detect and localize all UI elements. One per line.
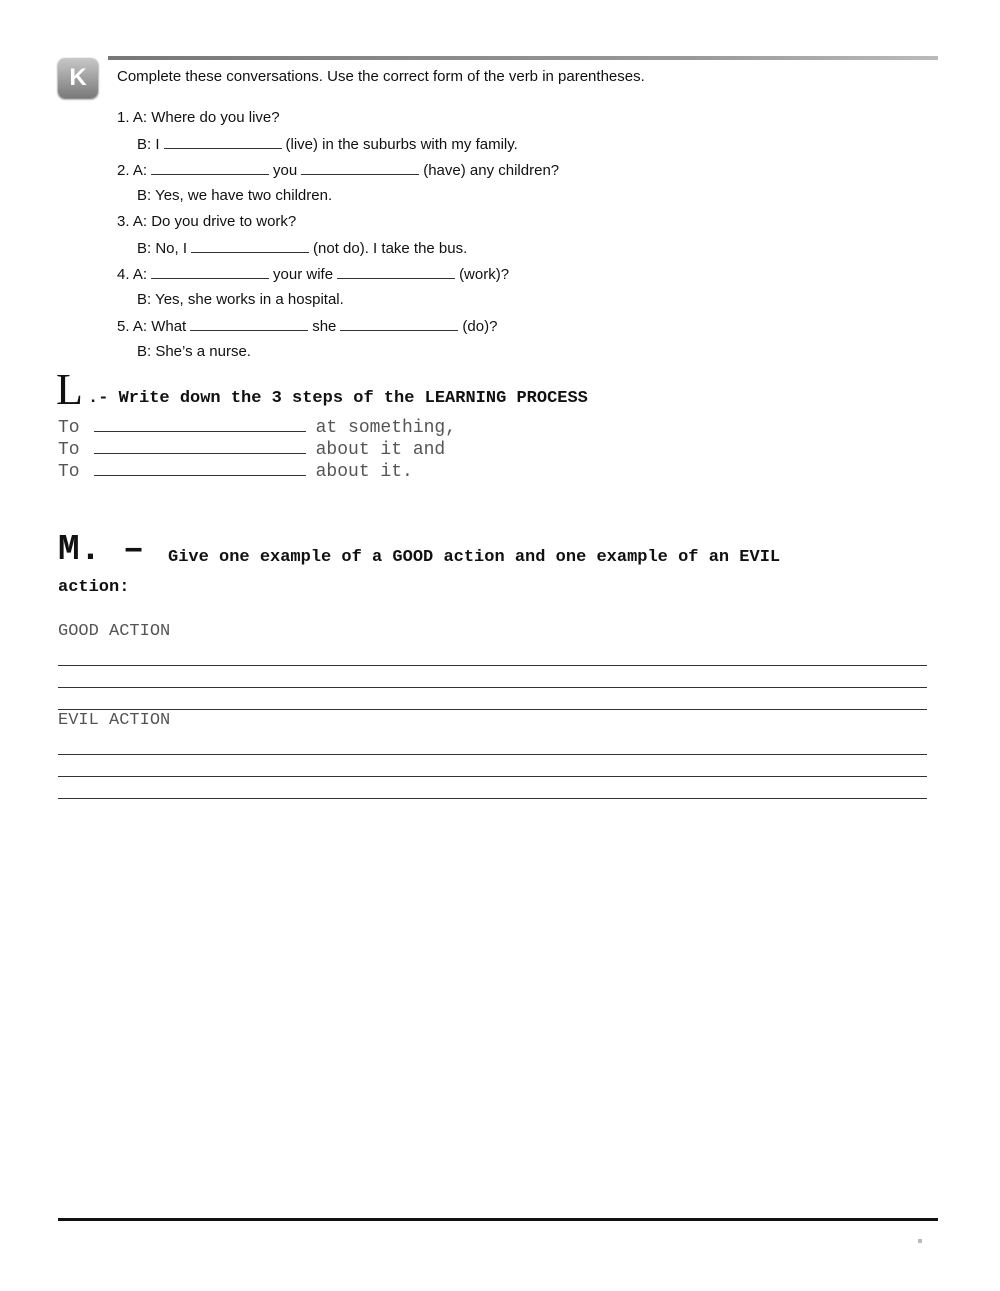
blank-field[interactable] [94,437,306,454]
q5-a [117,316,497,336]
good-action-label: GOOD ACTION [58,622,171,641]
text: your wife [273,266,334,283]
page-mark [918,1239,922,1243]
text: To [58,418,80,438]
q4-a [117,264,509,284]
text: To [58,440,80,460]
text: 2. A: [117,162,148,179]
evil-answer-line[interactable] [58,754,927,755]
good-answer-line[interactable] [58,709,927,710]
top-divider [108,56,938,60]
text: she [312,318,337,335]
text: (not do). I take the bus. [313,240,468,257]
blank-field[interactable] [94,415,306,432]
text: at something, [315,418,457,438]
blank-field[interactable] [151,264,269,279]
section-l-heading: .- Write down the 3 steps of the LEARNING PROCESS [88,389,588,408]
section-m-letter: M. – [58,529,145,570]
blank-field[interactable] [94,459,306,476]
blank-field[interactable] [337,264,455,279]
text: 4. A: [117,266,148,283]
step-row [58,437,445,461]
good-answer-line[interactable] [58,665,927,666]
q2-a [117,160,559,180]
q1-a: 1. A: Where do you live? [117,109,280,126]
evil-answer-line[interactable] [58,798,927,799]
text: B: I [137,136,160,153]
text: (live) in the suburbs with my family. [285,136,518,153]
q3-a: 3. A: Do you drive to work? [117,213,297,230]
evil-action-label: EVIL ACTION [58,711,171,730]
q1-b [137,134,518,154]
evil-answer-line[interactable] [58,776,927,777]
text: (do)? [462,318,498,335]
blank-field[interactable] [301,160,419,175]
q5-b: B: She’s a nurse. [137,343,251,360]
text: (work)? [459,266,510,283]
section-k-badge: K [58,58,98,98]
text: (have) any children? [423,162,560,179]
step-row [58,459,413,483]
q3-b [137,238,467,258]
text: B: No, I [137,240,188,257]
blank-field[interactable] [190,316,308,331]
section-m-heading: Give one example of a GOOD action and one example of an EVIL [168,548,781,567]
bottom-divider [58,1218,938,1221]
blank-field[interactable] [191,238,309,253]
good-answer-line[interactable] [58,687,927,688]
text: To [58,462,80,482]
text: 5. A: What [117,318,187,335]
text: about it. [315,462,413,482]
text: about it and [315,440,446,460]
section-k-instruction: Complete these conversations. Use the correct form of the verb in parentheses. [117,68,645,85]
blank-field[interactable] [151,160,269,175]
q2-b: B: Yes, we have two children. [137,187,333,204]
step-row [58,415,456,439]
blank-field[interactable] [164,134,282,149]
blank-field[interactable] [340,316,458,331]
section-m-heading-cont: action: [58,578,130,597]
q4-b: B: Yes, she works in a hospital. [137,291,344,308]
section-l-letter: L [56,365,83,414]
text: you [273,162,298,179]
